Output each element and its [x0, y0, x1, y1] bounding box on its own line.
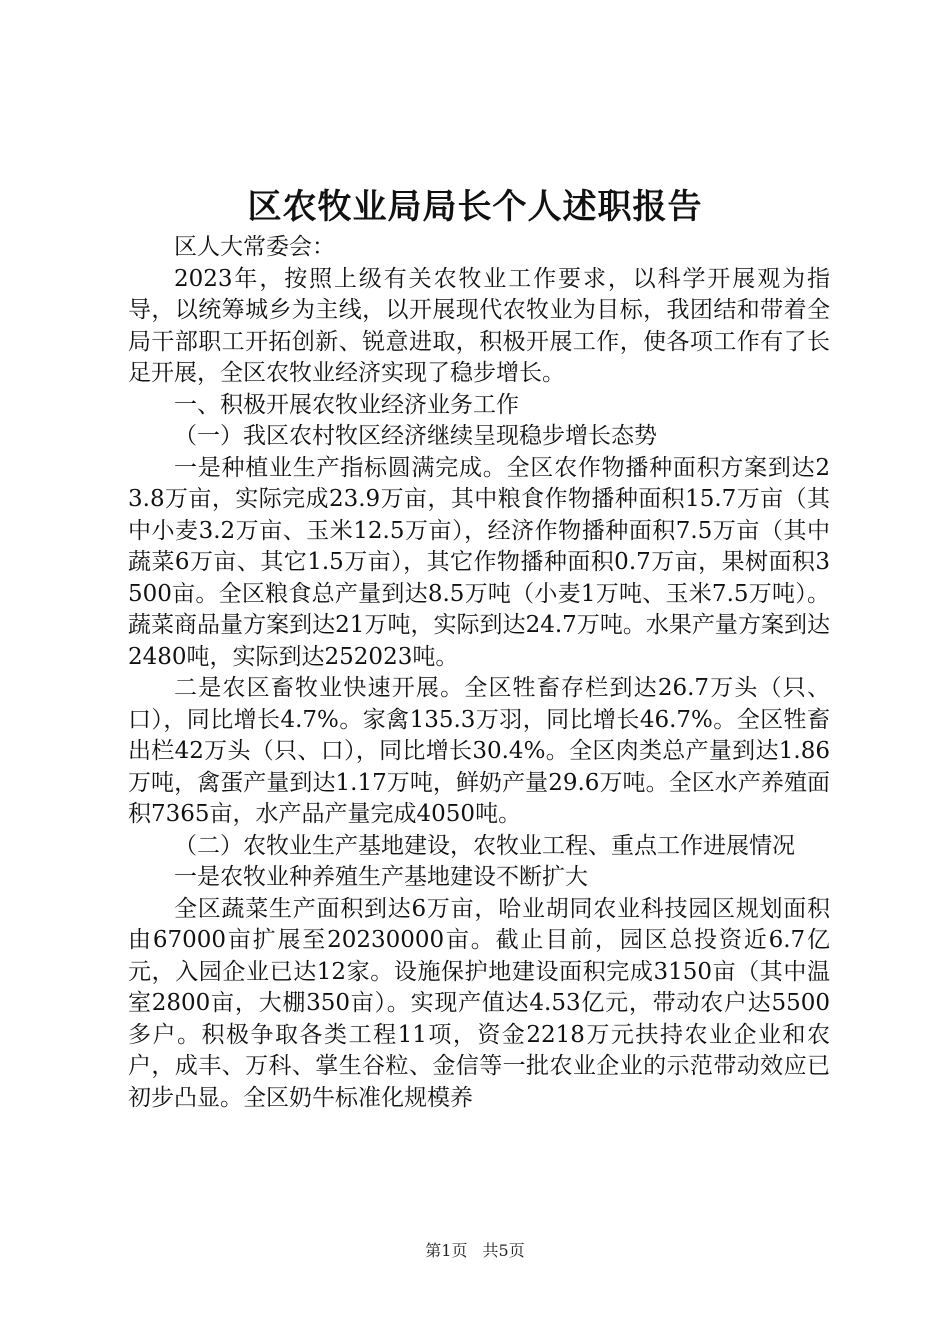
document-body	[128, 232, 830, 1114]
body-paragraph: 全区蔬菜生产面积到达6万亩，哈业胡同农业科技园区规划面积由67000亩扩展至20230000亩。截止目前，园区总投资近6.7亿元，入园企业已达12家。设施保护地建设面积完成3150亩（其中温室2800亩，大棚350亩）。实现产值达4.53亿元，带动农户达5500多户。积极争取各类工程11项，资金2218万元扶持农业企业和农户，成丰、万科、掌生谷粒、金信等一批农业企业的示范带动效应已初步凸显。全区奶牛标准化规模养	[128, 895, 830, 1111]
body-paragraph: 二是农区畜牧业快速开展。全区牲畜存栏到达26.7万头（只、口），同比增长4.7%。家禽135.3万羽，同比增长46.7%。全区牲畜出栏42万头（只、口），同比增长30.4%。全区肉类总产量到达1.86万吨，禽蛋产量到达1.17万吨，鲜奶产量29.6万吨。全区水产养殖面积7365亩，水产品产量完成4050吨。	[128, 675, 830, 827]
salutation: 区人大常委会：	[174, 234, 335, 260]
subsection-heading: （二）农牧业生产基地建设，农牧业工程、重点工作进展情况	[174, 832, 795, 859]
page-total: 共5页	[482, 1241, 525, 1260]
page-number: 第1页	[425, 1241, 468, 1260]
document-title: 区农牧业局局长个人述职报告	[247, 187, 703, 227]
page-footer	[0, 1240, 950, 1262]
section-heading: 一、积极开展农牧业经济业务工作	[174, 391, 519, 418]
body-paragraph: 一是种植业生产指标圆满完成。全区农作物播种面积方案到达23.8万亩，实际完成23.9万亩，其中粮食作物播种面积15.7万亩（其中小麦3.2万亩、玉米12.5万亩），经济作物播种面积7.5万亩（其中蔬菜6万亩、其它1.5万亩），其它作物播种面积0.7万亩，果树面积3500亩。全区粮食总产量到达8.5万吨（小麦1万吨、玉米7.5万吨）。蔬菜商品量方案到达21万吨，实际到达24.7万吨。水果产量方案到达2480吨，实际到达252023吨。	[128, 454, 830, 670]
body-paragraph: 一是农牧业种养殖生产基地建设不断扩大	[174, 864, 588, 890]
intro-paragraph: 2023年，按照上级有关农牧业工作要求，以科学开展观为指导，以统筹城乡为主线，以开展现代农牧业为目标，我团结和带着全局干部职工开拓创新、锐意进取，积极开展工作，使各项工作有了长足开展，全区农牧业经济实现了稳步增长。	[128, 265, 830, 386]
subsection-heading: （一）我区农村牧区经济继续呈现稳步增长态势	[174, 423, 657, 449]
